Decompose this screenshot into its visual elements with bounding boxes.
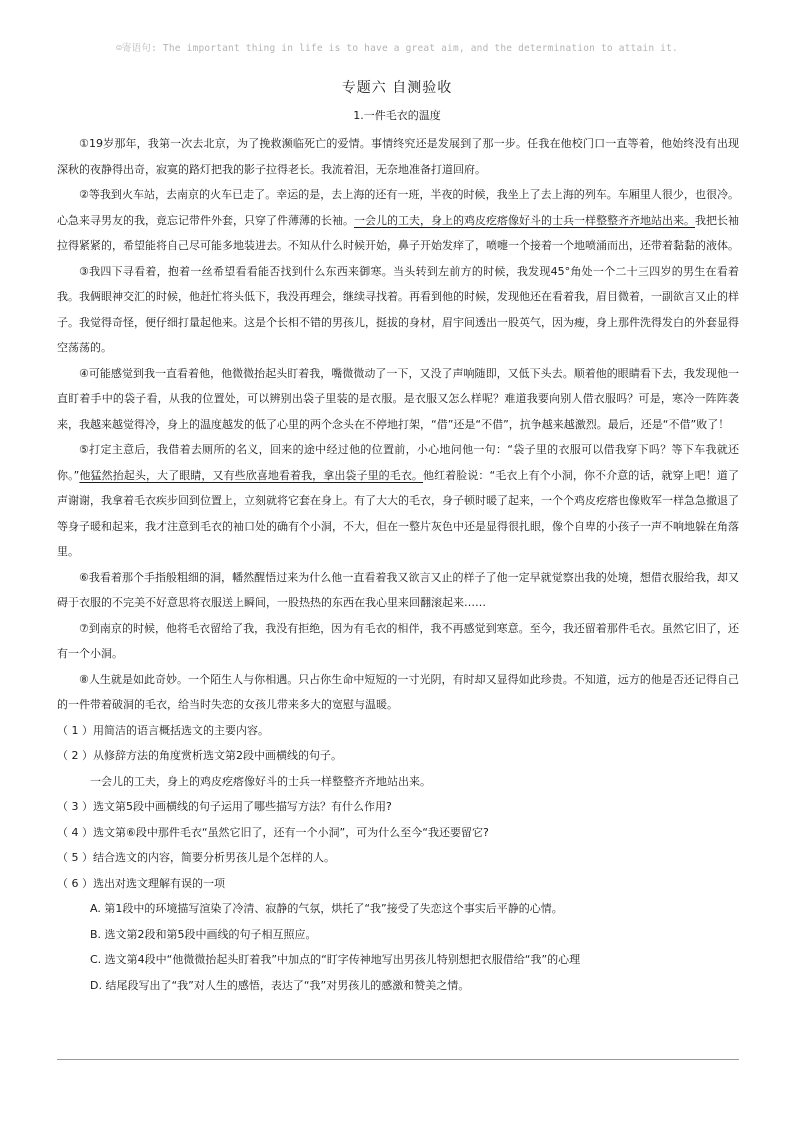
paragraph-3 xyxy=(57,259,739,361)
paragraph-text: ⑥我看着那个手指般粗细的洞，幡然醒悟过来为什么他一直看着我又欲言又止的样子了他一定早就觉察出我的处境，想借衣服给我，却又碍于衣服的不完美不好意思将衣服送上瞬间，一股热热的东西在我心里来回翻滚起来…… xyxy=(57,570,739,609)
underlined-sentence: 他猛然抬起头，大了眼睛，又有些欣喜地看着我，拿出袋子里的毛衣。 xyxy=(79,468,424,482)
option-b: B. 选文第2段和第5段中画线的句子相互照应。 xyxy=(90,927,317,941)
question-3: （ 3 ）选文第5段中画横线的句子运用了哪些描写方法？有什么作用? xyxy=(57,800,392,813)
paragraph-6 xyxy=(57,565,739,616)
paragraph-text: ⑤打定主意后，我借着去厕所的名义，回来的途中经过他的位置前，小心地问他一句：“袋子里的衣服可以借我穿下吗？等下车我就还你。” xyxy=(57,443,739,482)
paragraph-2 xyxy=(57,182,739,259)
question-1: （ 1 ）用简洁的语言概括选文的主要内容。 xyxy=(57,723,269,737)
paragraph-1 xyxy=(57,131,739,182)
paragraph-5 xyxy=(57,437,739,565)
header-motto: ☺寄语句: The important thing in life is to have a great aim, and the determination to attain it. xyxy=(116,43,678,54)
question-6: （ 6 ）选出对选文理解有误的一项 xyxy=(57,876,225,890)
question-4: （ 4 ）选文第⑥段中那件毛衣“虽然它旧了，还有一个小洞”，可为什么至今“我还要留它? xyxy=(57,825,489,839)
paragraph-text: ②等我到火车站，去南京的火车已走了。幸运的是，去上海的还有一班，半夜的时候，我坐上了去上海的列车。车厢里人很少，也很冷。心急来寻男友的我，竟忘记带件外套，只穿了件薄薄的长袖。 xyxy=(57,188,739,227)
paragraph-text: ⑦到南京的时候，他将毛衣留给了我，我没有拒绝，因为有毛衣的相伴，我不再感觉到寒意。至今，我还留着那件毛衣。虽然它旧了，还有一个小洞。 xyxy=(57,621,739,660)
paragraph-text: 我把长袖拉得紧紧的，希望能将自己尽可能多地装进去。不知从什么时候开始，鼻子开始发痒了，喷嚏一个接着一个地喷涌而出，还带着黏黏的液体。 xyxy=(57,213,739,252)
page-title: 专题六 自测验收 xyxy=(341,80,453,96)
option-a: A. 第1段中的环境描写渲染了冷清、寂静的气氛，烘托了“我”接受了失恋这个事实后平静的心情。 xyxy=(90,902,563,915)
paragraph-7 xyxy=(57,616,739,667)
option-d: D. 结尾段写出了“我”对人生的感悟，表达了“我”对男孩儿的感激和赞美之情。 xyxy=(90,978,470,992)
underlined-sentence: 一会儿的工夫，身上的鸡皮疙瘩像好斗的士兵一样整整齐齐地站出来。 xyxy=(354,213,695,227)
option-c: C. 选文第4段中“他微微抬起头盯着我”中加点的“盯字传神地写出男孩儿特别想把衣服借给“我”的心理 xyxy=(90,953,581,966)
paragraph-text: ①19岁那年，我第一次去北京，为了挽救濒临死亡的爱情。事情终究还是发展到了那一步。任我在他校门口一直等着，他始终没有出现深秋的夜静得出奇，寂寞的路灯把我的影子拉得老长。我流着泪，无奈地准备打道回府。 xyxy=(57,137,739,176)
article-title: 1.一件毛衣的温度 xyxy=(353,109,441,122)
paragraph-text: ③我四下寻看着，抱着一丝希望看看能否找到什么东西来御寒。当头转到左前方的时候，我发现45°角处一个二十三四岁的男生在看着我。我俩眼神交汇的时候，他赶忙将头低下，我没再理会，继续寻找着。再看到他的时候，发现他还在看着我，眉目微着，一副欲言又止的样子。我觉得奇怪，便仔细打量起他来。这是个长相不错的男孩儿，挺拔的身材，眉宇间透出一股英气，因为瘦，身上那件洗得发白的外套显得空荡荡的。 xyxy=(57,264,739,354)
question-2: （ 2 ）从修辞方法的角度赏析选文第2段中画横线的句子。 xyxy=(57,749,342,762)
footer-divider xyxy=(57,1059,739,1060)
document-body xyxy=(57,131,739,998)
question-5: （ 5 ）结合选文的内容，简要分析男孩儿是个怎样的人。 xyxy=(57,851,335,864)
paragraph-text: ⑧人生就是如此奇妙。一个陌生人与你相遇。只占你生命中短短的一寸光阴，有时却又显得如此珍贵。不知道，远方的他是否还记得自己的一件带着破洞的毛衣，给当时失恋的女孩儿带来多大的宽慰与温暖。 xyxy=(57,672,739,711)
paragraph-4 xyxy=(57,361,739,438)
question-2-quote: 一会儿的工夫，身上的鸡皮疙瘩像好斗的士兵一样整整齐齐地站出来。 xyxy=(90,774,431,788)
paragraph-8 xyxy=(57,667,739,718)
paragraph-text: 他红着脸说：“毛衣上有个小洞，你不介意的话，就穿上吧！道了声谢谢，我拿着毛衣疾步回到位置上，立刻就将它套在身上。有了大大的毛衣，身子顿时暖了起来，一个个鸡皮疙瘩也像败军一样急急撤退了等身子暖和起来，我才注意到毛衣的袖口处的确有个小洞，不大，但在一整片灰色中还是显得很扎眼，像个自卑的小孩子一声不响地躲在角落里。 xyxy=(57,468,740,558)
paragraph-text: ④可能感觉到我一直看着他，他微微抬起头盯着我，嘴微微动了一下，又没了声响随即，又低下头去。顺着他的眼睛看下去，我发现他一直盯着手中的袋子看，从我的位置处，可以辨别出袋子里装的是衣服。是衣服又怎么样呢？难道我要向别人借衣服吗？可是，寒冷一阵阵袭来，我越来越觉得冷，身上的温度越发的低了心里的两个念头在不停地打架，“借”还是“不借”，抗争越来越激烈。最后，还是“不借”败了！ xyxy=(57,366,739,431)
